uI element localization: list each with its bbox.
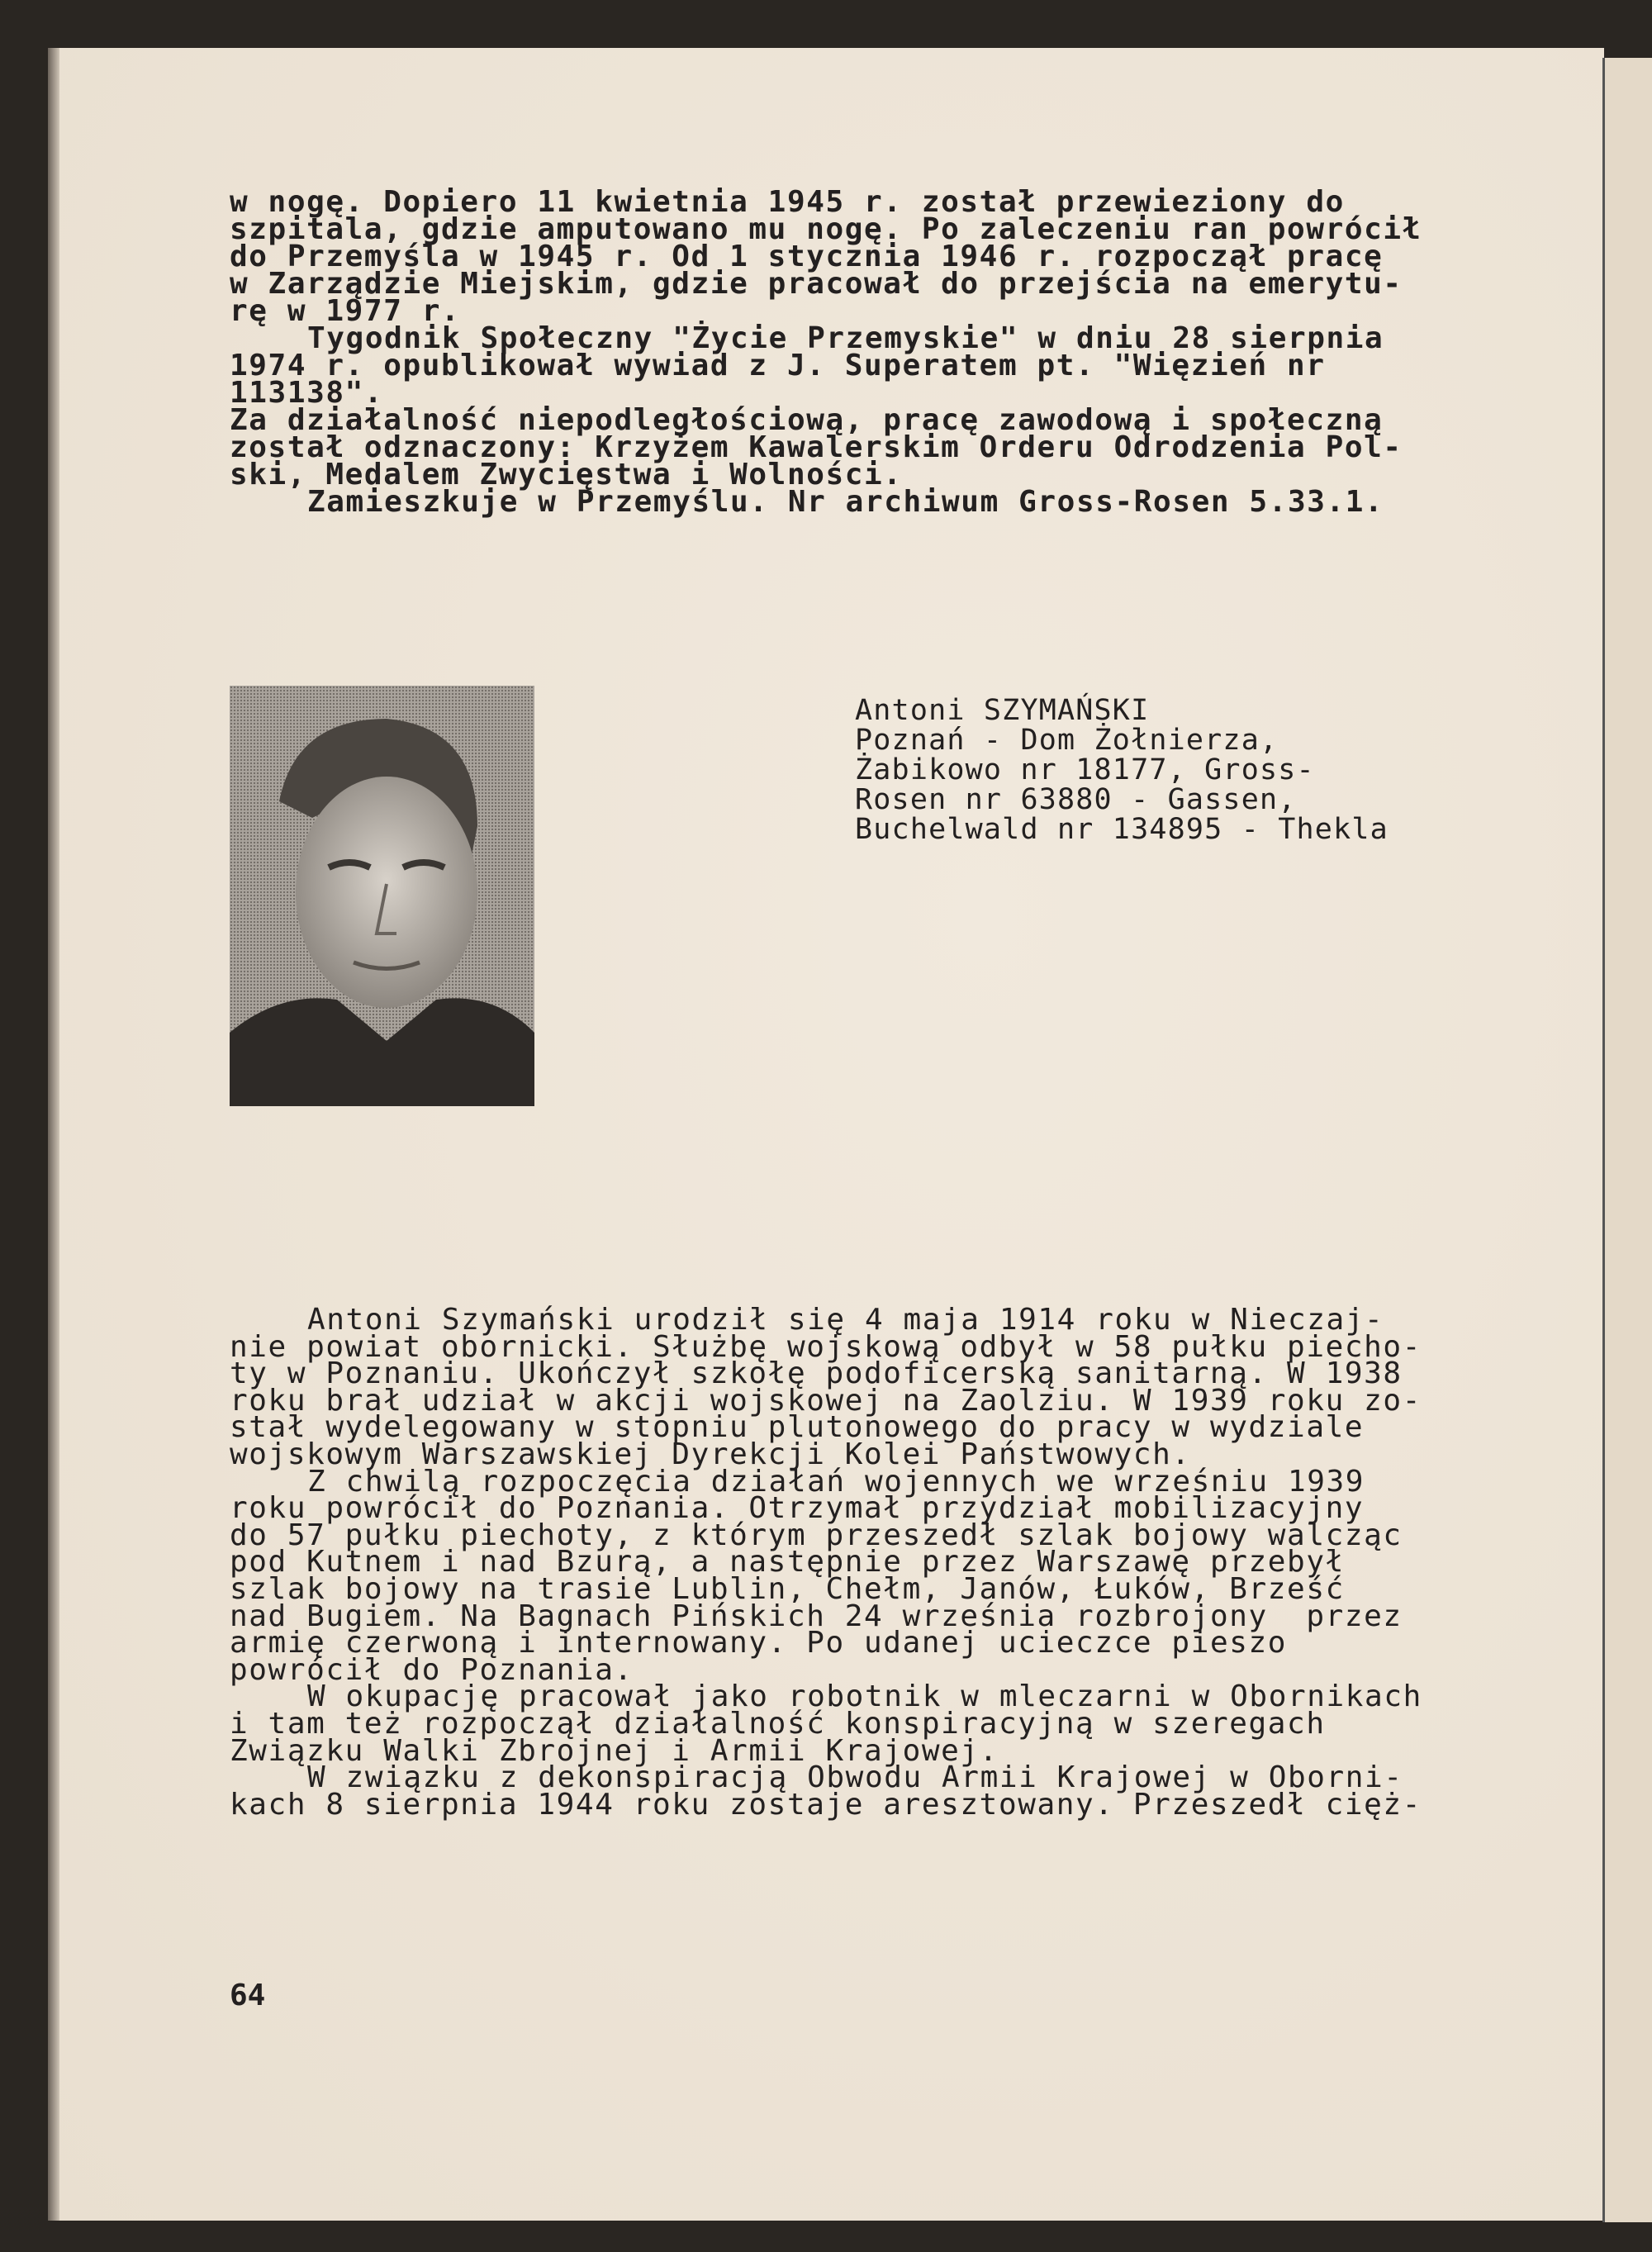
- text-line: do 57 pułku piechoty, z którym przeszedł szlak bojowy walcząc: [230, 1518, 1403, 1552]
- text-line: roku brał udział w akcji wojskowej na Zaolziu. W 1939 roku zo-: [230, 1383, 1422, 1418]
- text-line: stał wydelegowany w stopniu plutonowego do pracy w wydziale: [230, 1410, 1365, 1445]
- page-number: 64: [230, 1979, 266, 2012]
- text-line: W związku z dekonspiracją Obwodu Armii Krajowej w Oborni-: [307, 1760, 1403, 1795]
- text-line: powrócił do Poznania.: [230, 1652, 634, 1687]
- text-line: roku powrócił do Poznania. Otrzymał przydział mobilizacyjny: [230, 1491, 1365, 1526]
- text-line: 1974 r. opublikował wywiad z J. Superatem pt. "Więzień nr: [230, 349, 1326, 382]
- caption-line: Żabikowo nr 18177, Gross-: [855, 753, 1315, 786]
- text-line: Za działalność niepodległościową, pracę zawodową i społeczną: [230, 403, 1384, 437]
- text-line: Związku Walki Zbrojnej i Armii Krajowej.: [230, 1733, 999, 1768]
- text-line: Antoni Szymański urodził się 4 maja 1914 roku w Nieczaj-: [307, 1303, 1384, 1337]
- text-line: w nogę. Dopiero 11 kwietnia 1945 r. został przewieziony do: [230, 185, 1345, 219]
- text-line: 113138".: [230, 376, 384, 410]
- facing-page-edge: [1602, 58, 1652, 2222]
- text-line: rę w 1977 r.: [230, 294, 461, 328]
- text-line: szlak bojowy na trasie Lublin, Chełm, Janów, Łuków, Brześć: [230, 1571, 1345, 1606]
- text-line: W okupację pracował jako robotnik w mleczarni w Obornikach: [307, 1679, 1422, 1714]
- text-line: ty w Poznaniu. Ukończył szkołę podoficerską sanitarną. W 1938: [230, 1356, 1403, 1391]
- text-line: armię czerwoną i internowany. Po udanej ucieczce pieszo: [230, 1626, 1288, 1660]
- text-line: w Zarządzie Miejskim, gdzie pracował do przejścia na emerytu-: [230, 267, 1403, 301]
- portrait-photo: [230, 686, 534, 1106]
- biography-szymanski: [230, 1303, 1422, 1822]
- photo-caption: [855, 696, 1389, 844]
- text-line: nie powiat obornicki. Służbę wojskową odbył w 58 pułku piecho-: [230, 1329, 1422, 1364]
- text-line: nad Bugiem. Na Bagnach Pińskich 24 września rozbrojony przez: [230, 1599, 1403, 1633]
- caption-line: Rosen nr 63880 - Gassen,: [855, 783, 1297, 816]
- caption-line: Antoni SZYMAŃSKI: [855, 694, 1150, 727]
- page-binding-edge: [48, 48, 59, 2221]
- caption-line: Buchelwald nr 134895 - Thekla: [855, 813, 1389, 846]
- text-line: Tygodnik Społeczny "Życie Przemyskie" w dniu 28 sierpnia: [307, 321, 1384, 355]
- text-line: do Przemyśla w 1945 r. Od 1 stycznia 1946 r. rozpoczął pracę: [230, 240, 1384, 273]
- biography-continuation: [230, 185, 1422, 519]
- text-line: szpitala, gdzie amputowano mu nogę. Po zaleczeniu ran powrócił: [230, 212, 1422, 246]
- text-line: i tam też rozpoczął działalność konspiracyjną w szeregach: [230, 1706, 1326, 1741]
- caption-line: Poznań - Dom Żołnierza,: [855, 724, 1279, 757]
- text-line: pod Kutnem i nad Bzurą, a następnie przez Warszawę przebył: [230, 1545, 1345, 1580]
- text-line: został odznaczony: Krzyżem Kawalerskim Orderu Odrodzenia Pol-: [230, 430, 1403, 464]
- text-line: Zamieszkuje w Przemyślu. Nr archiwum Gross-Rosen 5.33.1.: [307, 485, 1384, 519]
- text-line: kach 8 sierpnia 1944 roku zostaje aresztowany. Przeszedł cięż-: [230, 1787, 1422, 1822]
- text-line: wojskowym Warszawskiej Dyrekcji Kolei Państwowych.: [230, 1437, 1191, 1471]
- text-line: Z chwilą rozpoczęcia działań wojennych we wrześniu 1939: [307, 1464, 1365, 1499]
- text-line: ski, Medalem Zwycięstwa i Wolności.: [230, 458, 903, 492]
